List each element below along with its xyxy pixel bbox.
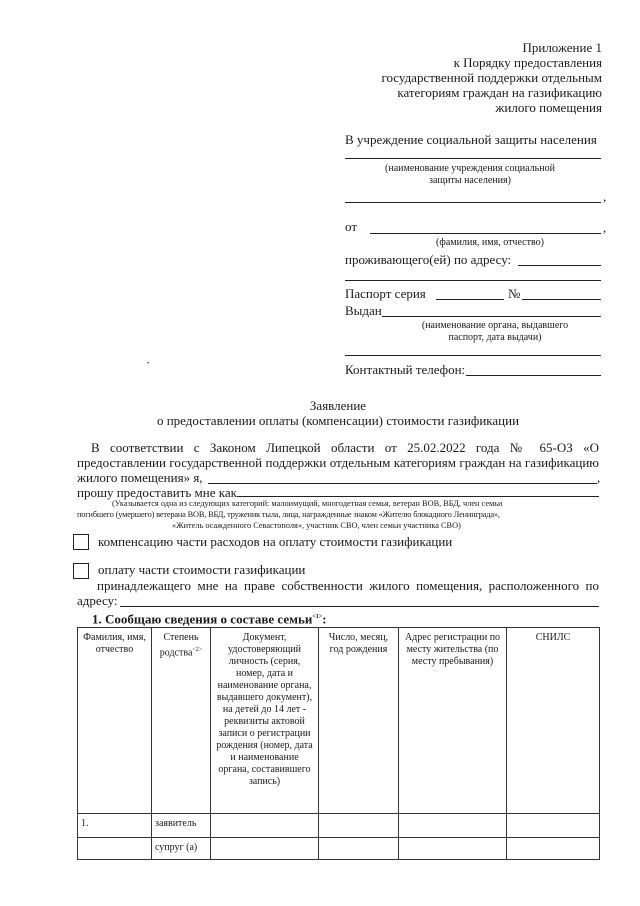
appendix-line-3: государственной поддержки отдельным <box>381 70 602 85</box>
table-row <box>78 838 600 860</box>
comma: , <box>603 220 607 235</box>
issued-label: Выдан <box>345 303 382 318</box>
passport-series-line[interactable] <box>436 299 504 300</box>
section-1-title: 1. Сообщаю сведения о составе семьи$^{<1>}$: <box>92 611 327 627</box>
row-address-cell[interactable] <box>399 838 507 860</box>
row-birthdate-cell[interactable] <box>319 838 399 860</box>
col-header-relation: Степень родства$^{<2>}$ <box>152 628 211 814</box>
comma: , <box>603 189 607 204</box>
body-line-4: прошу предоставить мне как <box>77 485 237 500</box>
issued-hint-2: паспорт, дата выдачи) <box>448 332 542 343</box>
row-birthdate-cell[interactable] <box>319 814 399 838</box>
institution-field-line[interactable] <box>345 158 601 159</box>
stray-mark: · <box>146 355 151 370</box>
row-address-cell[interactable] <box>399 814 507 838</box>
issued-field-line[interactable] <box>382 316 601 317</box>
row-document-cell[interactable] <box>211 838 319 860</box>
col-header-fullname: Фамилия, имя, отчество <box>78 628 152 814</box>
institution-field-line-2[interactable] <box>345 202 601 203</box>
address-field-line[interactable] <box>518 265 601 266</box>
appendix-number: Приложение 1 <box>522 40 602 55</box>
ownership-line-1: принадлежащего мне на праве собственности жилого помещения, расположенного по <box>97 578 599 593</box>
phone-field-line[interactable] <box>466 375 601 376</box>
issued-hint-1: (наименование органа, выдавшего <box>421 320 569 331</box>
row-document-cell[interactable] <box>211 814 319 838</box>
col-header-document: Документ, удостоверяющий личность (серия, номер, дата и наименование органа, выдавшего документ), на детей до 14 лет - реквизиты актовой записи о регистрации рождения (номер, дата и наименование органа, составившего запись) <box>211 628 319 814</box>
passport-number-label: № <box>508 286 521 301</box>
family-composition-table <box>77 627 600 860</box>
table-row <box>78 814 600 838</box>
document-subtitle: о предоставлении оплаты (компенсации) стоимости газификации <box>156 413 520 428</box>
row-snils-cell[interactable] <box>507 838 600 860</box>
issued-field-line-2[interactable] <box>345 355 601 356</box>
body-line-2: предоставлении государственной поддержки отдельным категориям граждан на газификацию <box>77 455 599 470</box>
category-note-1: (Указывается одна из следующих категорий: малоимущий, многодетная семья, ветеран ВОВ, ВБД, член семьи <box>112 499 503 508</box>
option-compensation-label: компенсацию части расходов на оплату стоимости газификации <box>98 534 453 549</box>
passport-number-line[interactable] <box>522 299 601 300</box>
name-hint: (фамилия, имя, отчество) <box>436 237 544 248</box>
row-relation: супруг (а) <box>152 838 211 860</box>
col-header-snils: СНИЛС <box>507 628 600 814</box>
body-line-1: В соответствии с Законом Липецкой области от 25.02.2022 года № 65-ОЗ «О <box>91 440 599 455</box>
category-note-3: «Житель осажденного Севастополя», участник СВО, член семьи участника СВО) <box>172 521 461 530</box>
applicant-name-line[interactable] <box>370 233 601 234</box>
col-header-address: Адрес регистрации по месту жительства (по месту пребывания) <box>399 628 507 814</box>
property-address-line[interactable] <box>120 606 599 607</box>
applicant-fullname-line[interactable] <box>208 483 597 484</box>
row-number[interactable] <box>78 838 152 860</box>
address-label: проживающего(ей) по адресу: <box>345 252 512 267</box>
institution-hint-2: защиты населения) <box>429 175 511 186</box>
institution-hint-1: (наименование учреждения социальной <box>385 163 555 174</box>
option-compensation-checkbox[interactable] <box>73 534 89 550</box>
option-payment-label: оплату части стоимости газификации <box>98 562 306 577</box>
passport-series-label: Паспорт серия <box>345 286 426 301</box>
col-header-birthdate: Число, месяц, год рождения <box>319 628 399 814</box>
category-field-line[interactable] <box>237 496 599 497</box>
recipient-label: В учреждение социальной защиты населения <box>345 132 597 147</box>
appendix-line-4: категориям граждан на газификацию <box>397 85 602 100</box>
row-snils-cell[interactable] <box>507 814 600 838</box>
appendix-line-2: к Порядку предоставления <box>453 55 602 70</box>
ownership-line-2: адресу: <box>77 593 118 608</box>
document-title: Заявление <box>309 398 367 413</box>
comma: , <box>597 470 601 485</box>
row-number[interactable]: 1. <box>78 814 152 838</box>
category-note-2: погибшего (умершего) ветерана ВОВ, ВБД, труженик тыла, лица, награжденные знаком «Жителю блокадного Ленинграда», <box>77 510 500 519</box>
phone-label: Контактный телефон: <box>345 362 466 377</box>
body-line-3: жилого помещения» я, <box>77 470 203 485</box>
option-payment-checkbox[interactable] <box>73 563 89 579</box>
address-field-line-2[interactable] <box>345 280 601 281</box>
table-header-row <box>78 628 600 814</box>
appendix-line-5: жилого помещения <box>495 100 602 115</box>
from-label: от <box>345 219 358 234</box>
row-relation: заявитель <box>152 814 211 838</box>
